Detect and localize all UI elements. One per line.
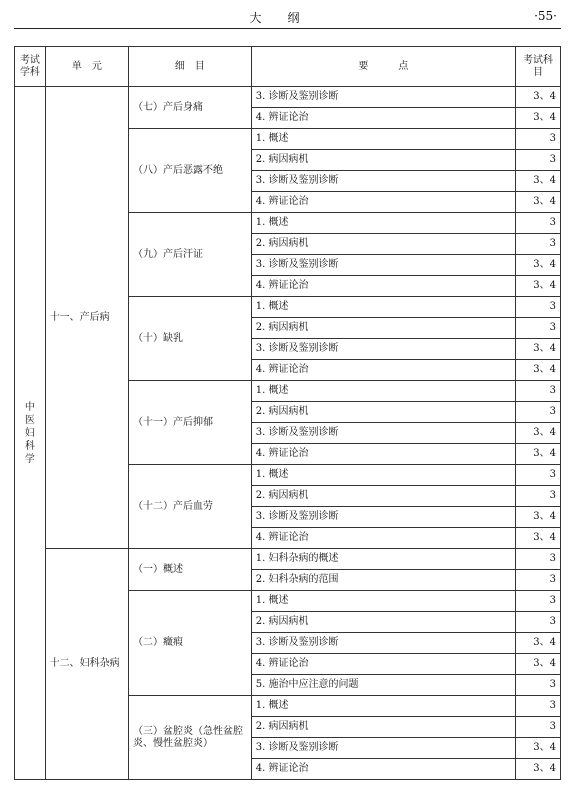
exam-cell: 3 xyxy=(516,297,561,318)
col-header-item: 细 目 xyxy=(129,47,252,87)
point-cell: 3. 诊断及鉴别诊断 xyxy=(251,87,515,108)
exam-cell: 3 xyxy=(516,570,561,591)
exam-cell: 3、4 xyxy=(516,360,561,381)
table-row xyxy=(15,549,561,570)
point-cell: 1. 概述 xyxy=(251,297,515,318)
exam-cell: 3、4 xyxy=(516,528,561,549)
exam-cell: 3 xyxy=(516,591,561,612)
exam-cell: 3 xyxy=(516,150,561,171)
point-cell: 4. 辨证论治 xyxy=(251,276,515,297)
item-cell: （二）癥瘕 xyxy=(129,591,252,696)
exam-cell: 3 xyxy=(516,465,561,486)
unit-cell: 十二、妇科杂病 xyxy=(45,549,128,780)
item-cell: （三）盆腔炎（急性盆腔炎、慢性盆腔炎） xyxy=(129,696,252,780)
point-cell: 1. 概述 xyxy=(251,213,515,234)
header-title: 大纲 xyxy=(249,11,326,25)
exam-cell: 3 xyxy=(516,612,561,633)
unit-cell: 十一、产后病 xyxy=(45,87,128,549)
col-header-subject: 考试学科 xyxy=(15,47,46,87)
exam-cell: 3、4 xyxy=(516,759,561,780)
exam-cell: 3 xyxy=(516,381,561,402)
point-cell: 4. 辨证论治 xyxy=(251,360,515,381)
page-number: ·55· xyxy=(534,9,557,23)
point-cell: 1. 妇科杂病的概述 xyxy=(251,549,515,570)
point-cell: 2. 病因病机 xyxy=(251,318,515,339)
point-cell: 2. 病因病机 xyxy=(251,234,515,255)
exam-cell: 3、4 xyxy=(516,87,561,108)
exam-cell: 3、4 xyxy=(516,423,561,444)
item-cell: （十二）产后血劳 xyxy=(129,465,252,549)
exam-cell: 3 xyxy=(516,402,561,423)
point-cell: 4. 辨证论治 xyxy=(251,192,515,213)
point-cell: 3. 诊断及鉴别诊断 xyxy=(251,339,515,360)
exam-cell: 3、4 xyxy=(516,738,561,759)
col-header-unit: 单 元 xyxy=(45,47,128,87)
item-cell: （一）概述 xyxy=(129,549,252,591)
point-cell: 1. 概述 xyxy=(251,696,515,717)
exam-cell: 3 xyxy=(516,213,561,234)
exam-cell: 3 xyxy=(516,549,561,570)
exam-cell: 3 xyxy=(516,318,561,339)
exam-cell: 3、4 xyxy=(516,444,561,465)
exam-cell: 3、4 xyxy=(516,276,561,297)
exam-cell: 3、4 xyxy=(516,192,561,213)
point-cell: 3. 诊断及鉴别诊断 xyxy=(251,255,515,276)
point-cell: 3. 诊断及鉴别诊断 xyxy=(251,633,515,654)
point-cell: 3. 诊断及鉴别诊断 xyxy=(251,738,515,759)
exam-cell: 3、4 xyxy=(516,507,561,528)
exam-cell: 3 xyxy=(516,234,561,255)
exam-cell: 3、4 xyxy=(516,339,561,360)
table-row xyxy=(15,87,561,108)
exam-cell: 3 xyxy=(516,696,561,717)
point-cell: 3. 诊断及鉴别诊断 xyxy=(251,171,515,192)
exam-cell: 3、4 xyxy=(516,654,561,675)
item-cell: （八）产后恶露不绝 xyxy=(129,129,252,213)
item-cell: （九）产后汗证 xyxy=(129,213,252,297)
point-cell: 1. 概述 xyxy=(251,129,515,150)
running-header xyxy=(14,6,561,28)
point-cell: 1. 概述 xyxy=(251,465,515,486)
point-cell: 1. 概述 xyxy=(251,381,515,402)
exam-cell: 3、4 xyxy=(516,255,561,276)
item-cell: （十）缺乳 xyxy=(129,297,252,381)
exam-cell: 3 xyxy=(516,129,561,150)
exam-cell: 3 xyxy=(516,675,561,696)
exam-cell: 3、4 xyxy=(516,171,561,192)
col-header-exam: 考试科目 xyxy=(516,47,561,87)
table-header-row xyxy=(15,47,561,87)
point-cell: 2. 病因病机 xyxy=(251,402,515,423)
exam-cell: 3、4 xyxy=(516,108,561,129)
table-body xyxy=(15,87,561,780)
point-cell: 3. 诊断及鉴别诊断 xyxy=(251,507,515,528)
point-cell: 4. 辨证论治 xyxy=(251,528,515,549)
subject-label: 中医妇科学 xyxy=(24,401,35,465)
point-cell: 3. 诊断及鉴别诊断 xyxy=(251,423,515,444)
point-cell: 2. 病因病机 xyxy=(251,717,515,738)
point-cell: 4. 辨证论治 xyxy=(251,108,515,129)
exam-cell: 3、4 xyxy=(516,633,561,654)
point-cell: 4. 辨证论治 xyxy=(251,759,515,780)
item-cell: （十一）产后抑郁 xyxy=(129,381,252,465)
exam-cell: 3 xyxy=(516,717,561,738)
subject-cell xyxy=(15,87,46,780)
syllabus-table xyxy=(14,46,561,780)
point-cell: 4. 辨证论治 xyxy=(251,444,515,465)
point-cell: 5. 施治中应注意的问题 xyxy=(251,675,515,696)
item-cell: （七）产后身痛 xyxy=(129,87,252,129)
point-cell: 4. 辨证论治 xyxy=(251,654,515,675)
col-header-points: 要 点 xyxy=(251,47,515,87)
point-cell: 2. 病因病机 xyxy=(251,486,515,507)
header-rule xyxy=(14,28,561,29)
exam-cell: 3 xyxy=(516,486,561,507)
point-cell: 2. 妇科杂病的范围 xyxy=(251,570,515,591)
point-cell: 1. 概述 xyxy=(251,591,515,612)
point-cell: 2. 病因病机 xyxy=(251,612,515,633)
point-cell: 2. 病因病机 xyxy=(251,150,515,171)
